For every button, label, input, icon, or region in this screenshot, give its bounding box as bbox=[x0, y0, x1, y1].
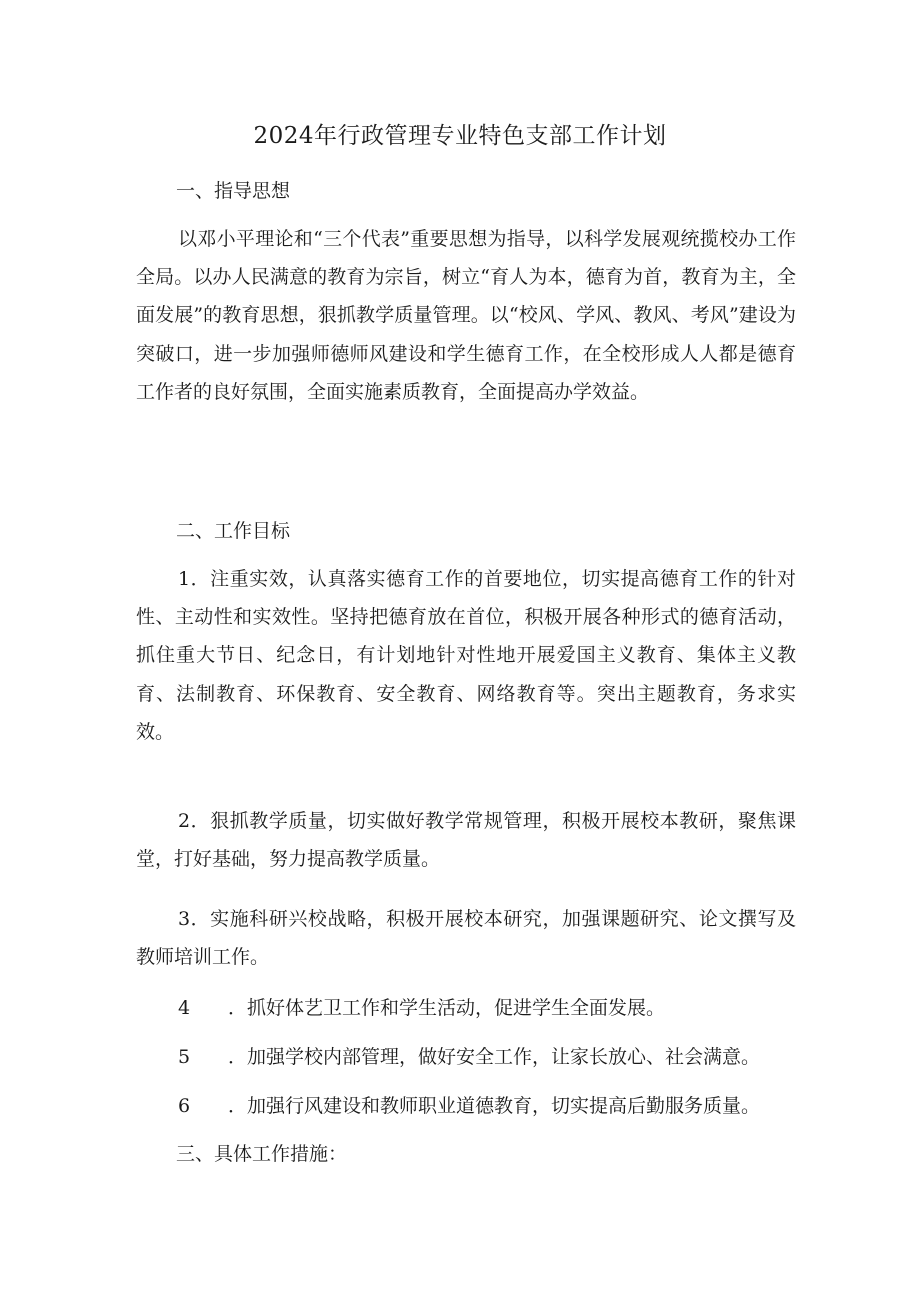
goal-item-5-text: ．加强学校内部管理，做好安全工作，让家长放心、社会满意。 bbox=[228, 1046, 761, 1068]
goal-item-6 bbox=[178, 1091, 760, 1121]
guiding-ideology-paragraph: 以邓小平理论和“三个代表”重要思想为指导，以科学发展观统揽校办工作全局。以办人民满意的教育为宗旨，树立“育人为本，德育为首，教育为主，全面发展”的教育思想，狠抓教学质量管理。以“校风、学风、教风、考风”建设为突破口，进一步加强师德师风建设和学生德育工作，在全校形成人人都是德育工作者的良好氛围，全面实施素质教育，全面提高办学效益。 bbox=[136, 228, 796, 403]
section-heading-specific-measures: 三、具体工作措施： bbox=[176, 1143, 348, 1165]
goal-item-6-text: ．加强行风建设和教师职业道德教育，切实提高后勤服务质量。 bbox=[228, 1095, 761, 1117]
goal-item-5-number: 5 bbox=[178, 1046, 191, 1068]
goal-item-1: 1．注重实效，认真落实德育工作的首要地位，切实提高德育工作的针对性、主动性和实效性。坚持把德育放在首位，积极开展各种形式的德育活动，抓住重大节日、纪念日，有计划地针对性地开展爱国主义教育、集体主义教育、法制教育、环保教育、安全教育、网络教育等。突出主题教育，务求实效。 bbox=[136, 568, 796, 743]
goal-item-3: 3．实施科研兴校战略，积极开展校本研究，加强课题研究、论文撰写及教师培训工作。 bbox=[136, 908, 796, 969]
goal-item-4 bbox=[178, 993, 665, 1023]
goal-item-4-number: 4 bbox=[178, 997, 191, 1019]
goal-item-6-number: 6 bbox=[178, 1095, 191, 1117]
section-heading-work-goals: 二、工作目标 bbox=[176, 520, 291, 542]
goal-item-2: 2．狠抓教学质量，切实做好教学常规管理，积极开展校本教研，聚焦课堂，打好基础，努力提高教学质量。 bbox=[136, 810, 796, 871]
goal-item-4-text: ．抓好体艺卫工作和学生活动，促进学生全面发展。 bbox=[228, 997, 666, 1019]
document-title: 2024年行政管理专业特色支部工作计划 bbox=[253, 123, 667, 149]
section-heading-guiding-ideology: 一、指导思想 bbox=[176, 180, 291, 202]
goal-item-5 bbox=[178, 1042, 760, 1072]
